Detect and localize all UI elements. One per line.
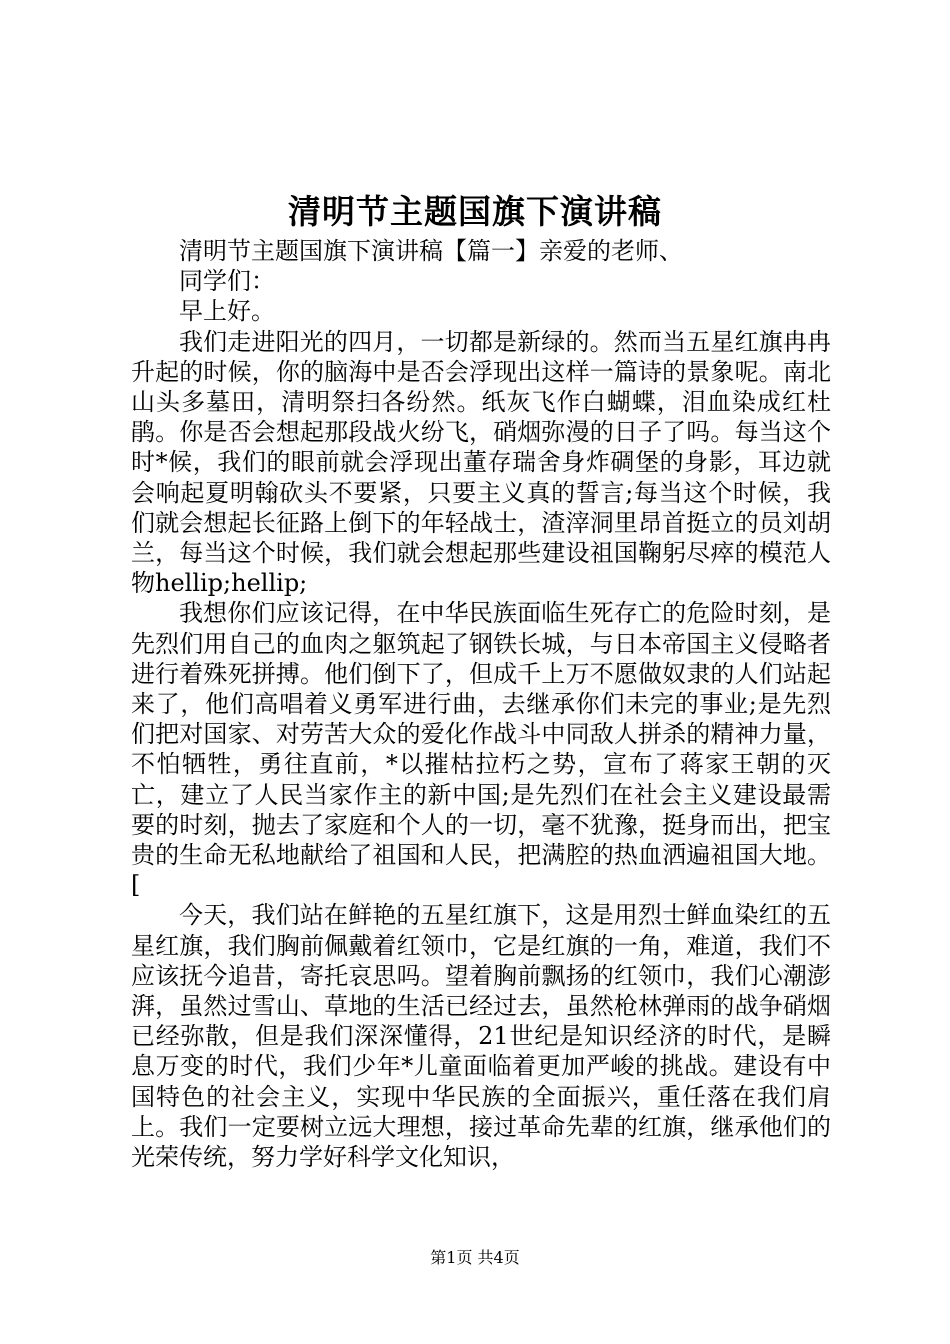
paragraph-addressee: 同学们： <box>179 267 275 296</box>
paragraph-salutation: 清明节主题国旗下演讲稿【篇一】亲爱的老师、 <box>179 237 683 265</box>
paragraph-greeting: 早上好。 <box>179 297 275 326</box>
paragraph-1: 我们走进阳光的四月，一切都是新绿的。然而当五星红旗冉冉升起的时候，你的脑海中是否会浮现出这样一篇诗的景象呢。南北山头多墓田，清明祭扫各纷然。纸灰飞作白蝴蝶，泪血染成红杜鹃。你是否会想起那段战火纷飞，硝烟弥漫的日子了吗。每当这个时*候，我们的眼前就会浮现出董存瑞舍身炸碉堡的身影，耳边就会响起夏明翰砍头不要紧，只要主义真的誓言;每当这个时候，我们就会想起长征路上倒下的年轻战士，渣滓洞里昂首挺立的员刘胡兰，每当这个时候，我们就会想起那些建设祖国鞠躬尽瘁的模范人物hellip;hellip; <box>131 327 831 598</box>
paragraph-2: 我想你们应该记得，在中华民族面临生死存亡的危险时刻，是先烈们用自己的血肉之躯筑起了钢铁长城，与日本帝国主义侵略者进行着殊死拼搏。他们倒下了，但成千上万不愿做奴隶的人们站起来了，他们高唱着义勇军进行曲，去继承你们未完的事业;是先烈们把对国家、对劳苦大众的爱化作战斗中同敌人拼杀的精神力量，不怕牺牲，勇往直前，*以摧枯拉朽之势，宣布了蒋家王朝的灭亡，建立了人民当家作主的新中国;是先烈们在社会主义建设最需要的时刻，抛去了家庭和个人的一切，毫不犹豫，挺身而出，把宝贵的生命无私地献给了祖国和人民，把满腔的热血洒遍祖国大地。[ <box>131 599 831 900</box>
page-footer: 第1页 共4页 <box>430 1248 520 1267</box>
paragraph-3: 今天，我们站在鲜艳的五星红旗下，这是用烈士鲜血染红的五星红旗，我们胸前佩戴着红领巾，它是红旗的一角，难道，我们不应该抚今追昔，寄托哀思吗。望着胸前飘扬的红领巾，我们心潮澎湃，虽然过雪山、草地的生活已经过去，虽然枪林弹雨的战争硝烟已经弥散，但是我们深深懂得，21世纪是知识经济的时代，是瞬息万变的时代，我们少年*儿童面临着更加严峻的挑战。建设有中国特色的社会主义，实现中华民族的全面振兴，重任落在我们肩上。我们一定要树立远大理想，接过革命先辈的红旗，继承他们的光荣传统，努力学好科学文化知识， <box>131 901 831 1172</box>
document-title: 清明节主题国旗下演讲稿 <box>288 192 662 231</box>
document-body <box>131 236 831 1172</box>
